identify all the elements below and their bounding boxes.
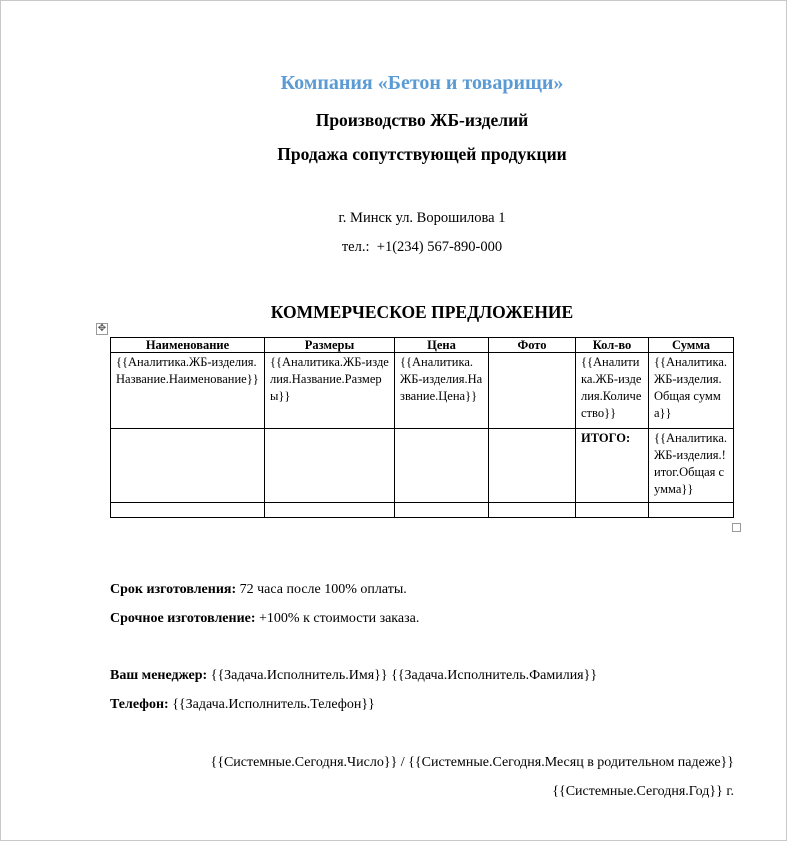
company-address: г. Минск ул. Ворошилова 1: [338, 210, 506, 226]
manager-value: {{Задача.Исполнитель.Имя}} {{Задача.Исполнитель.Фамилия}}: [210, 668, 598, 683]
cell-sum[interactable]: {{Аналитика.ЖБ-изделия.Общая сумма}}: [649, 353, 734, 429]
column-header-sum: Сумма: [649, 338, 734, 353]
urgent-term: [110, 611, 419, 627]
phone-value: +1(234) 567-890-000: [376, 239, 503, 255]
total-label[interactable]: ИТОГО:: [576, 429, 649, 503]
cell-photo[interactable]: [489, 353, 576, 429]
cell-size[interactable]: {{Аналитика.ЖБ-изделия.Название.Размеры}}: [265, 353, 395, 429]
column-header-size: Размеры: [265, 338, 395, 353]
table-move-handle-icon[interactable]: ✥: [97, 323, 107, 334]
offer-title: КОММЕРЧЕСКОЕ ПРЕДЛОЖЕНИЕ: [270, 302, 574, 322]
cell-qty[interactable]: {{Аналитика.ЖБ-изделия.Количество}}: [576, 353, 649, 429]
cell-price[interactable]: {{Аналитика.ЖБ-изделия.Название.Цена}}: [395, 353, 489, 429]
table-row: [111, 353, 734, 429]
phone-label: тел.:: [341, 239, 370, 255]
cell-empty[interactable]: [489, 503, 576, 518]
manager-phone-line: [110, 697, 375, 713]
cell-empty[interactable]: [576, 503, 649, 518]
production-term-label: Срок изготовления:: [110, 582, 237, 597]
production-term: [110, 582, 407, 598]
cell-name[interactable]: {{Аналитика.ЖБ-изделия.Название.Наименование}}: [111, 353, 265, 429]
cell-empty[interactable]: [265, 503, 395, 518]
table-total-row: [111, 429, 734, 503]
company-phone: [110, 239, 734, 256]
offer-table: [110, 337, 734, 518]
manager-label: Ваш менеджер:: [110, 668, 208, 683]
table-resize-handle-icon[interactable]: [732, 523, 741, 532]
cell-empty[interactable]: [111, 503, 265, 518]
subtitle-production: Производство ЖБ-изделий: [315, 110, 529, 130]
urgent-term-value: +100% к стоимости заказа.: [259, 611, 420, 626]
cell-empty[interactable]: [395, 503, 489, 518]
total-value[interactable]: {{Аналитика.ЖБ-изделия.!итог.Общая сумма}}: [649, 429, 734, 503]
company-title: Компания «Бетон и товарищи»: [280, 72, 564, 94]
table-row-empty: [111, 503, 734, 518]
cell-empty[interactable]: [489, 429, 576, 503]
production-term-value: 72 часа после 100% оплаты.: [239, 582, 407, 597]
cell-empty[interactable]: [649, 503, 734, 518]
cell-empty[interactable]: [111, 429, 265, 503]
manager-phone-value: {{Задача.Исполнитель.Телефон}}: [172, 697, 375, 712]
urgent-term-label: Срочное изготовление:: [110, 611, 256, 626]
column-header-name: Наименование: [111, 338, 265, 353]
date-day-month: {{Системные.Сегодня.Число}} / {{Системные.Сегодня.Месяц в родительном падеже}}: [210, 755, 734, 770]
manager-phone-label: Телефон:: [110, 697, 169, 712]
column-header-price: Цена: [395, 338, 489, 353]
cell-empty[interactable]: [265, 429, 395, 503]
column-header-qty: Кол-во: [576, 338, 649, 353]
subtitle-sales: Продажа сопутствующей продукции: [277, 144, 567, 164]
table-header-row: [111, 338, 734, 353]
cell-empty[interactable]: [395, 429, 489, 503]
date-year: {{Системные.Сегодня.Год}} г.: [552, 784, 734, 799]
manager-line: [110, 668, 597, 684]
column-header-photo: Фото: [489, 338, 576, 353]
